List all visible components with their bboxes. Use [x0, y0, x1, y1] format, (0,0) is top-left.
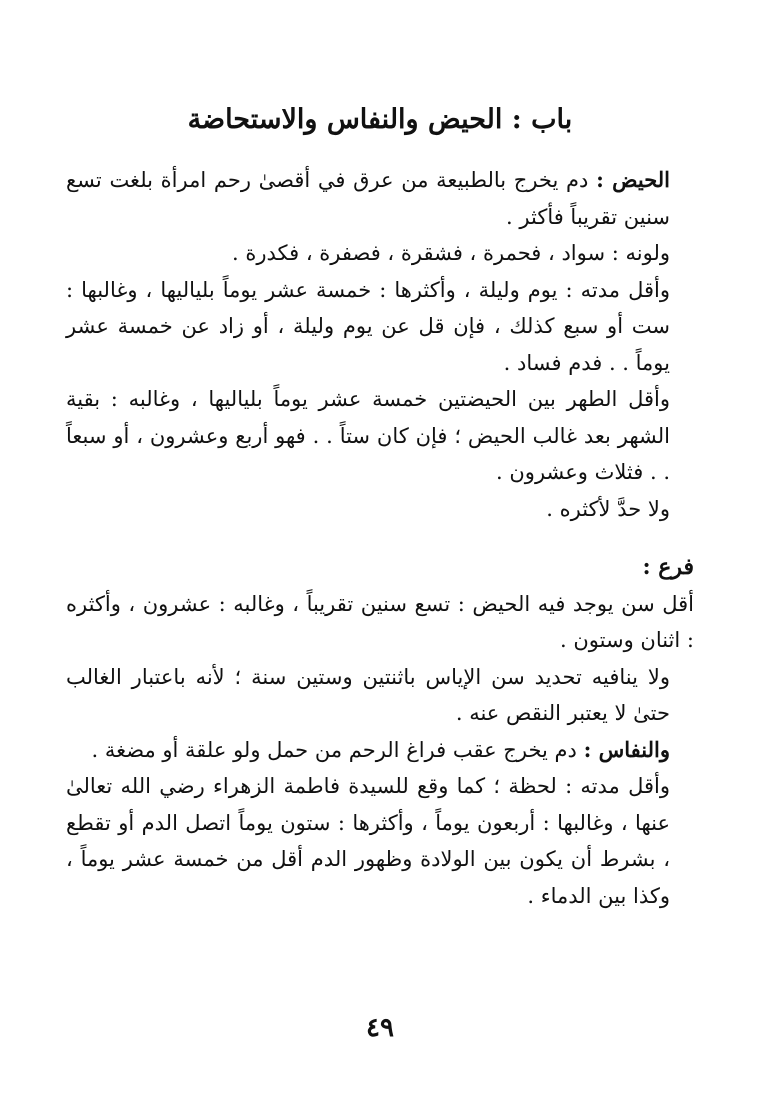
- paragraph-text: ولا ينافيه تحديد سن الإياس باثنتين وستين سنة ؛ لأنه باعتبار الغالب حتىٰ لا يعتبر النقص عنه .: [66, 664, 670, 725]
- paragraph-purity: [66, 381, 694, 491]
- term-nifas: والنفاس :: [583, 736, 670, 762]
- paragraph-nifas-duration: [66, 768, 694, 914]
- paragraph-text: دم يخرج عقب فراغ الرحم من حمل ولو علقة أو مضغة .: [91, 737, 584, 762]
- paragraph-text: وأقل الطهر بين الحيضتين خمسة عشر يوماً بلياليها ، وغالبه : بقية الشهر بعد غالب الحيض ؛ فإن كان ستاً . . فهو أربع وعشرون ، أو سبعاً . . فثلاث وعشرون .: [66, 387, 670, 484]
- paragraph-menopause: [66, 659, 694, 732]
- paragraph-hayd-definition: [66, 162, 694, 235]
- paragraph-age: [66, 586, 694, 659]
- paragraph-color: [66, 235, 694, 272]
- page-content: [66, 100, 694, 914]
- paragraph-text: أقل سن يوجد فيه الحيض : تسع سنين تقريباً ، وغالبه : عشرون ، وأكثره : اثنان وستون .: [66, 591, 694, 652]
- paragraph-text: وأقل مدته : لحظة ؛ كما وقع للسيدة فاطمة الزهراء رضي الله تعالىٰ عنها ، وغالبها : أربعون يوماً ، وأكثرها : ستون يوماً اتصل الدم أو تقطع ، بشرط أن يكون بين الولادة وظهور الدم أقل من خمسة عشر يوماً ، وكذا بين الدماء .: [66, 774, 670, 908]
- paragraph-text: ولا حدَّ لأكثره .: [546, 496, 670, 521]
- paragraph-nifas-definition: [66, 732, 694, 769]
- term-hayd: الحيض :: [596, 167, 670, 192]
- paragraph-text: وأقل مدته : يوم وليلة ، وأكثرها : خمسة عشر يوماً بلياليها ، وغالبها : ست أو سبع كذلك ، فإن قل عن يوم وليلة ، أو زاد عن خمسة عشر يوماً . . فدم فساد .: [66, 277, 670, 375]
- paragraph-text: ولونه : سواد ، فحمرة ، فشقرة ، فصفرة ، فكدرة .: [232, 241, 670, 265]
- branch-heading: فرع :: [642, 554, 694, 580]
- paragraph-text: دم يخرج بالطبيعة من عرق في أقصىٰ رحم امرأة بلغت تسع سنين تقريباً فأكثر .: [66, 168, 670, 229]
- chapter-title: باب : الحيض والنفاس والاستحاضة: [187, 104, 573, 135]
- paragraph-no-limit: [66, 491, 694, 528]
- page-number: ٤٩: [366, 1013, 394, 1043]
- paragraph-duration: [66, 272, 694, 382]
